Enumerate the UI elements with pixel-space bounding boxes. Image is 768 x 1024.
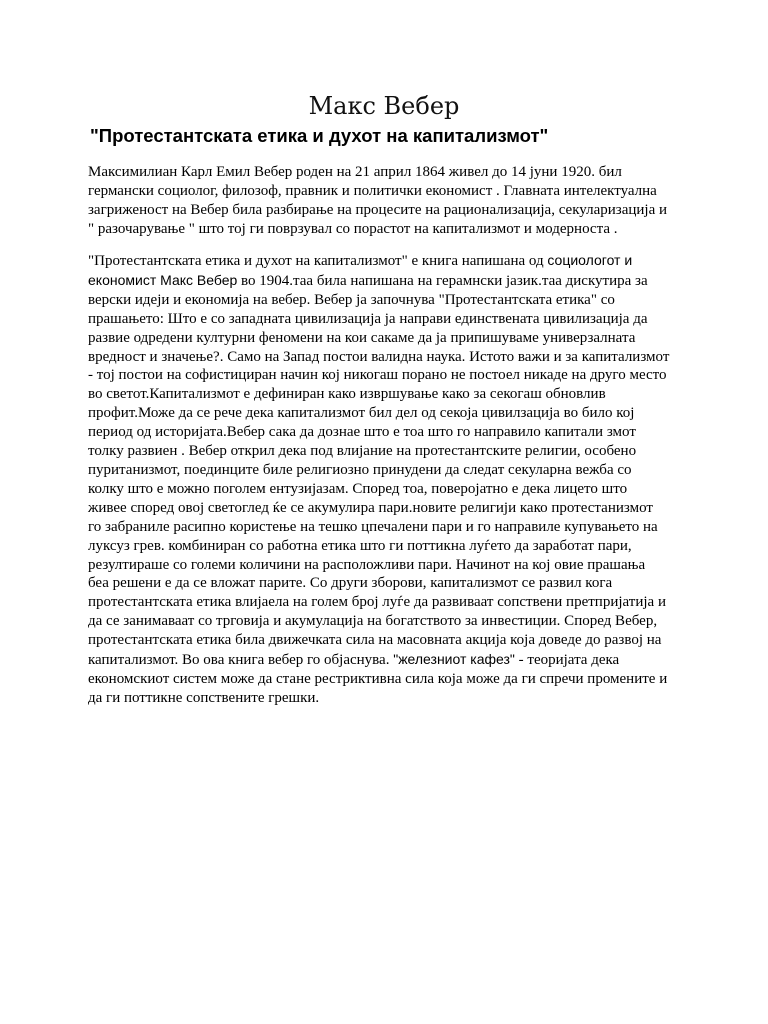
paragraph-line: [88, 442, 680, 461]
text-segment: профит.Може да се рече дека капитализмот бил дел од секоја цивилзација во било кој: [88, 405, 635, 422]
paragraph-line: [88, 271, 680, 291]
text-segment: толку развиен . Вебер открил дека под влијание на протестантските религии, особено: [88, 443, 637, 460]
paragraph-line: [88, 689, 680, 708]
paragraph-line: [88, 574, 680, 593]
paragraph-line: [88, 329, 680, 348]
paragraph-line: [88, 670, 680, 689]
text-segment: развие одредени културни феномени на кои сакаме да ја припишуваме универзалната: [88, 329, 636, 346]
paragraph-line: [88, 163, 680, 182]
emphasized-text: социологот и: [547, 252, 633, 268]
text-segment: во светот.Капитализмот е дефиниран како извршување како за секогаш обновлив: [88, 386, 606, 403]
text-segment: капитализмот. Во ова книга вебер го објаснува.: [88, 652, 394, 669]
paragraph-line: [88, 650, 680, 670]
paragraph-line: [88, 291, 680, 310]
text-segment: период од историјата.Вебер сака да дознае што е тоа што го направило капитали змот: [88, 424, 636, 441]
paragraph-line: [88, 348, 680, 367]
paragraph-line: [88, 631, 680, 650]
document-subtitle: "Протестантската етика и духот на капитализмот": [90, 125, 549, 146]
text-segment: Максимилиан Карл Емил Вебер роден на 21 април 1864 живел до 14 јуни 1920. бил: [88, 164, 622, 180]
text-segment: живее според овој светоглед ќе се акумулира пари.новите религији како протестанизмот: [88, 499, 653, 516]
paragraph-line: [88, 537, 680, 556]
paragraph-line: [88, 404, 680, 423]
paragraph-line: [88, 201, 680, 220]
text-segment: во 1904.таа била напишана на герамнски јазик.таа дискутира за: [237, 272, 648, 289]
emphasized-text: економист Макс Вебер: [88, 271, 238, 288]
text-segment: резултираше со големи количини на расположливи пари. Начинот на кој овие прашања: [88, 556, 646, 573]
text-segment: германски социолог, филозоф, правник и политички економист . Главната интелектуална: [88, 182, 657, 199]
text-segment: вредност и значење?. Само на Запад постои валидна наука. Истото важи и за капитализмот: [88, 348, 670, 365]
text-segment: "Протестантската етика и духот на капитализмот" е книга напишана од: [88, 253, 548, 269]
text-segment: да се занимаваат со трговија и акумулација на богатството за инвестиции. Според Вебер,: [88, 613, 658, 630]
document-title: Макс Вебер: [308, 92, 460, 120]
text-segment: пуританизмот, поединците биле религиозно принудени да следат секуларна вежба со: [88, 461, 632, 478]
paragraph-line: [88, 556, 680, 575]
paragraph-line: [88, 182, 680, 201]
paragraph-intro: [88, 163, 680, 239]
text-segment: верски идеји и економија на вебер. Вебер ја започнува "Протестантската етика" со: [88, 291, 615, 308]
paragraph-line: [88, 593, 680, 612]
paragraph-line: [88, 518, 680, 537]
text-segment: прашањето: Што е со западната цивилизација ја направи единствената цивилизација да: [88, 310, 648, 327]
text-segment: - теоријата дека: [514, 652, 620, 669]
text-segment: економскиот систем може да стане рестриктивна сила која може да ги спречи промените и: [88, 670, 668, 687]
paragraph-line: [88, 612, 680, 631]
paragraph-line: [88, 480, 680, 499]
paragraph-line: [88, 251, 680, 271]
text-segment: луксуз грев. комбиниран со работна етика што ги поттикна луѓето да заработат пари,: [88, 537, 632, 554]
paragraph-line: [88, 499, 680, 518]
text-segment: колку што е можно поголем ентузијазам. Според тоа, поверојатно е дека лицето што: [88, 480, 628, 497]
text-segment: протестантската етика била движечката сила на масовната акција која доведе до развој на: [88, 632, 662, 649]
paragraph-line: [88, 366, 680, 385]
paragraph-book: [88, 251, 680, 708]
paragraph-line: [88, 423, 680, 442]
paragraph-line: [88, 385, 680, 404]
emphasized-text: "железниот кафез": [393, 651, 515, 668]
paragraph-line: [88, 220, 680, 239]
text-segment: - тој постои на софистициран начин кој никогаш порано не постоел никаде на друго место: [88, 367, 667, 384]
text-segment: загриженост на Вебер била разбирање на процесите на рационализација, секуларизација и: [88, 201, 668, 218]
text-segment: беа решени е да се вложат парите. Со други зборови, капитализмот се развил кога: [88, 575, 613, 592]
text-segment: да ги поттикне сопствените грешки.: [88, 689, 320, 706]
text-segment: " разочарување " што тој ги поврзувал со порастот на капитализмот и модерноста .: [88, 220, 618, 237]
paragraph-line: [88, 310, 680, 329]
text-segment: го забраниле расипно користење на тешко цпечалени пари и го направиле купувањето на: [88, 518, 658, 535]
text-segment: протестантската етика влијаела на голем број луѓе да развиваат сопствени претпријатија и: [88, 594, 666, 611]
paragraph-line: [88, 461, 680, 480]
